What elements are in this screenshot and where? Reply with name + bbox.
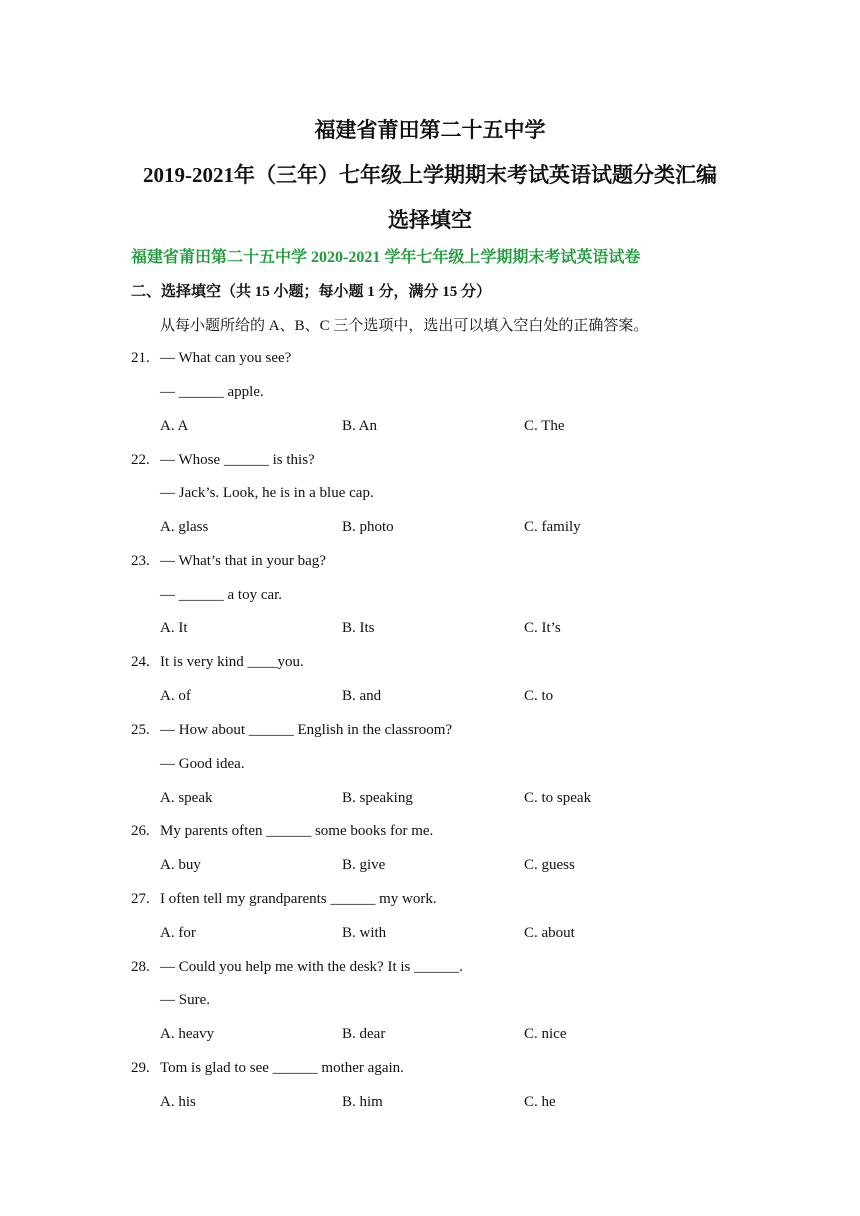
question-number: 27.: [131, 891, 150, 907]
option-b: B. An: [342, 418, 378, 434]
option-c: C. about: [524, 925, 575, 941]
question-number: 24.: [131, 654, 150, 670]
document-subtitle: 2019-2021年（三年）七年级上学期期末考试英语试题分类汇编: [143, 163, 717, 187]
question-text: — ______ apple.: [160, 384, 264, 400]
question-text: — How about ______ English in the classroom?: [160, 722, 453, 738]
question-number: 28.: [131, 959, 150, 975]
instructions: 从每小题所给的 A、B、C 三个选项中，选出可以填入空白处的正确答案。: [160, 318, 649, 334]
question-number: 29.: [131, 1060, 150, 1076]
option-a: A. A: [160, 418, 189, 434]
option-a: A. his: [160, 1094, 196, 1110]
option-b: B. give: [342, 857, 386, 873]
question-number: 26.: [131, 823, 150, 839]
question-text: It is very kind ____you.: [160, 654, 304, 670]
option-a: A. It: [160, 620, 188, 636]
option-b: B. dear: [342, 1026, 386, 1042]
option-b: B. with: [342, 925, 387, 941]
option-c: C. The: [524, 418, 565, 434]
option-a: A. glass: [160, 519, 209, 535]
option-b: B. Its: [342, 620, 375, 636]
question-text: — ______ a toy car.: [160, 587, 283, 603]
option-a: A. heavy: [160, 1026, 215, 1042]
question-text: Tom is glad to see ______ mother again.: [160, 1060, 404, 1076]
question-text: — Sure.: [160, 992, 210, 1008]
topic-title: 选择填空: [388, 208, 472, 232]
question-text: I often tell my grandparents ______ my work.: [160, 891, 437, 907]
question-number: 22.: [131, 452, 150, 468]
option-c: C. to speak: [524, 790, 592, 806]
question-text: — Good idea.: [160, 756, 245, 772]
question-number: 25.: [131, 722, 150, 738]
question-number: 23.: [131, 553, 150, 569]
option-c: C. family: [524, 519, 581, 535]
option-b: B. speaking: [342, 790, 413, 806]
question-number: 21.: [131, 350, 150, 366]
option-c: C. to: [524, 688, 554, 704]
question-text: — What’s that in your bag?: [160, 553, 326, 569]
question-text: My parents often ______ some books for me.: [160, 823, 434, 839]
section-heading: 二、选择填空（共 15 小题；每小题 1 分，满分 15 分）: [131, 284, 492, 300]
option-b: B. photo: [342, 519, 394, 535]
option-a: A. of: [160, 688, 191, 704]
option-c: C. he: [524, 1094, 556, 1110]
option-c: C. It’s: [524, 620, 561, 636]
document-title: 福建省莆田第二十五中学: [314, 118, 546, 142]
exam-heading: 福建省莆田第二十五中学 2020-2021 学年七年级上学期期末考试英语试卷: [131, 249, 641, 266]
question-text: — Could you help me with the desk? It is ______.: [160, 959, 463, 975]
option-a: A. for: [160, 925, 196, 941]
question-text: — Jack’s. Look, he is in a blue cap.: [160, 485, 374, 501]
question-text: — What can you see?: [160, 350, 292, 366]
option-c: C. nice: [524, 1026, 567, 1042]
option-b: B. and: [342, 688, 382, 704]
option-c: C. guess: [524, 857, 575, 873]
option-b: B. him: [342, 1094, 383, 1110]
option-a: A. buy: [160, 857, 201, 873]
option-a: A. speak: [160, 790, 213, 806]
question-text: — Whose ______ is this?: [160, 452, 315, 468]
